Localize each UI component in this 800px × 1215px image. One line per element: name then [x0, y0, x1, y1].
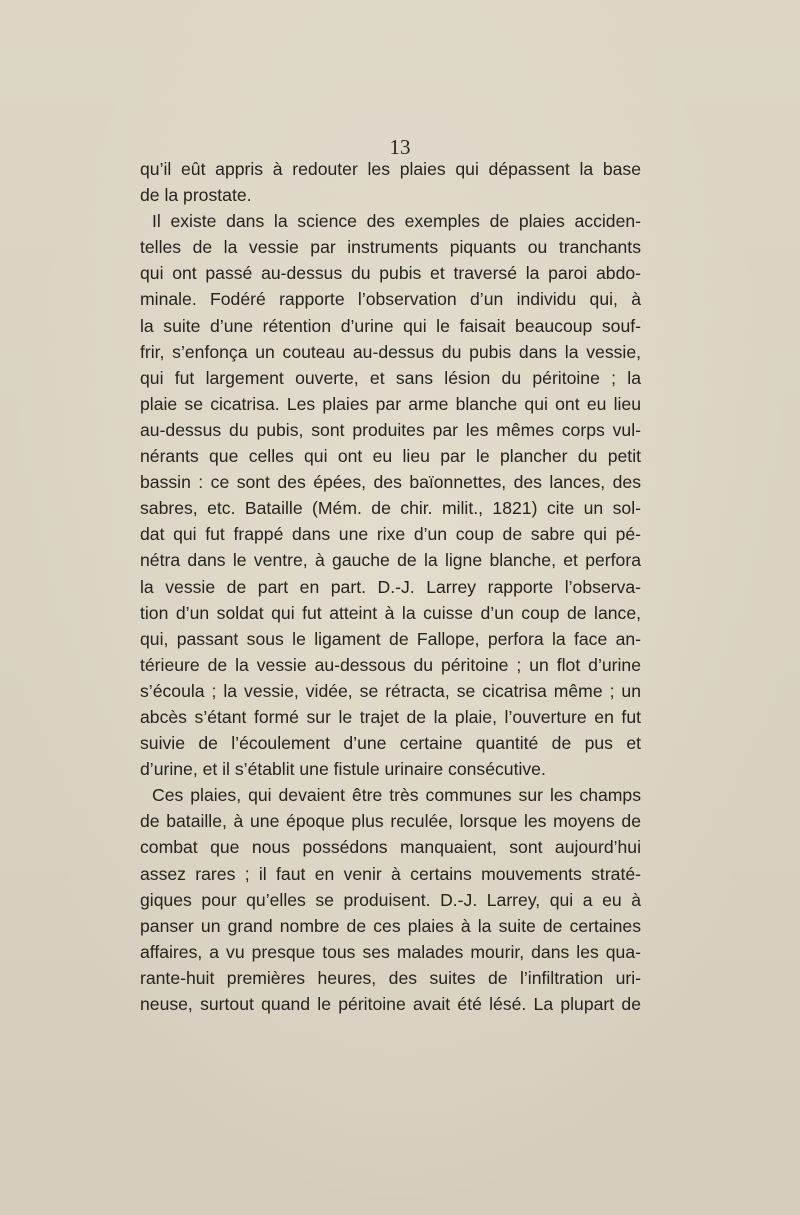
text-line: telles de la vessie par instruments piquants ou tranchants — [140, 237, 641, 258]
text-line: affaires, a vu presque tous ses malades mourir, dans les qua- — [140, 941, 641, 962]
text-line: de la prostate. — [140, 185, 252, 206]
body-text — [140, 156, 641, 1017]
text-line: plaie se cicatrisa. Les plaies par arme blanche qui ont eu lieu — [140, 393, 641, 414]
text-line: qui fut largement ouverte, et sans lésion du péritoine ; la — [140, 367, 641, 388]
text-line: la vessie de part en part. D.-J. Larrey rapporte l’observa- — [140, 576, 641, 597]
text-line: bassin : ce sont des épées, des baïonnettes, des lances, des — [140, 472, 641, 493]
text-line: combat que nous possédons manquaient, sont aujourd’hui — [140, 837, 641, 858]
text-line: giques pour qu’elles se produisent. D.-J. Larrey, qui a eu à — [140, 889, 641, 910]
text-line: s’écoula ; la vessie, vidée, se rétracta, se cicatrisa même ; un — [140, 680, 641, 701]
text-line: minale. Fodéré rapporte l’observation d’un individu qui, à — [140, 289, 641, 310]
text-line: qui, passant sous le ligament de Fallope, perfora la face an- — [140, 628, 641, 649]
text-line: térieure de la vessie au-dessous du péritoine ; un flot d’urine — [140, 654, 641, 675]
text-line: Il existe dans la science des exemples de plaies acciden- — [152, 211, 641, 232]
text-line: neuse, surtout quand le péritoine avait été lésé. La plupart de — [140, 994, 641, 1014]
text-line: de bataille, à une époque plus reculée, lorsque les moyens de — [140, 811, 641, 832]
text-line: la suite d’une rétention d’urine qui le faisait beaucoup souf- — [140, 315, 641, 336]
text-line: suivie de l’écoulement d’une certaine quantité de pus et — [140, 733, 641, 754]
text-line: qu’il eût appris à redouter les plaies qui dépassent la base — [140, 159, 641, 179]
page-number: 13 — [389, 135, 411, 159]
text-line: rante-huit premières heures, des suites de l’infiltration uri- — [140, 967, 641, 988]
text-line: nétra dans le ventre, à gauche de la ligne blanche, et perfora — [140, 550, 641, 571]
text-line: au-dessus du pubis, sont produites par les mêmes corps vul- — [140, 419, 641, 440]
text-line: abcès s’étant formé sur le trajet de la plaie, l’ouverture en fut — [140, 706, 641, 727]
text-line: sabres, etc. Bataille (Mém. de chir. milit., 1821) cite un sol- — [140, 498, 641, 519]
text-line: assez rares ; il faut en venir à certains mouvements straté- — [140, 863, 641, 884]
text-line: d’urine, et il s’établit une fistule urinaire consécutive. — [140, 759, 546, 780]
text-line: frir, s’enfonça un couteau au-dessus du pubis dans la vessie, — [140, 341, 641, 362]
text-line: qui ont passé au-dessus du pubis et traversé la paroi abdo- — [140, 263, 641, 284]
text-line: nérants que celles qui ont eu lieu par le plancher du petit — [140, 446, 641, 467]
text-line: panser un grand nombre de ces plaies à la suite de certaines — [140, 915, 641, 936]
text-line: Ces plaies, qui devaient être très communes sur les champs — [152, 785, 641, 806]
text-line: tion d’un soldat qui fut atteint à la cuisse d’un coup de lance, — [140, 602, 641, 623]
text-line: dat qui fut frappé dans une rixe d’un coup de sabre qui pé- — [140, 524, 641, 545]
